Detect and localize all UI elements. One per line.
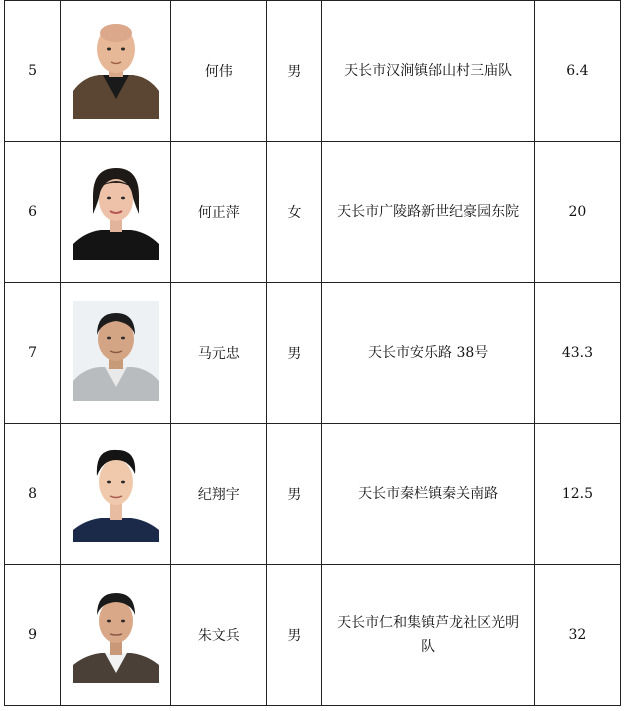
photo-cell	[61, 283, 171, 424]
older-man-photo	[73, 301, 159, 401]
debtor-table	[4, 0, 621, 706]
table-row	[5, 1, 621, 142]
person-name: 朱文兵	[171, 565, 267, 706]
table-row	[5, 424, 621, 565]
woman-photo	[73, 160, 159, 260]
row-number: 7	[5, 283, 61, 424]
photo-cell	[61, 142, 171, 283]
row-number: 6	[5, 142, 61, 283]
debt-amount: 32	[534, 565, 620, 706]
bald-man-photo	[73, 19, 159, 119]
row-number: 9	[5, 565, 61, 706]
person-address: 天长市秦栏镇秦关南路	[322, 424, 534, 565]
debt-amount: 6.4	[534, 1, 620, 142]
debtor-table-container	[4, 0, 621, 706]
person-gender: 女	[267, 142, 322, 283]
debt-amount: 12.5	[534, 424, 620, 565]
table-row	[5, 142, 621, 283]
row-number: 8	[5, 424, 61, 565]
person-name: 何正萍	[171, 142, 267, 283]
person-address: 天长市仁和集镇芦龙社区光明队	[322, 565, 534, 706]
debt-amount: 20	[534, 142, 620, 283]
person-address: 天长市安乐路 38号	[322, 283, 534, 424]
row-number: 5	[5, 1, 61, 142]
photo-cell	[61, 424, 171, 565]
person-gender: 男	[267, 565, 322, 706]
photo-cell	[61, 565, 171, 706]
photo-cell	[61, 1, 171, 142]
debt-amount: 43.3	[534, 283, 620, 424]
table-row	[5, 283, 621, 424]
person-name: 何伟	[171, 1, 267, 142]
person-name: 马元忠	[171, 283, 267, 424]
person-gender: 男	[267, 424, 322, 565]
man-photo	[73, 583, 159, 683]
young-man-photo	[73, 442, 159, 542]
person-address: 天长市汉涧镇邰山村三庙队	[322, 1, 534, 142]
person-name: 纪翔宇	[171, 424, 267, 565]
person-gender: 男	[267, 1, 322, 142]
table-row	[5, 565, 621, 706]
person-gender: 男	[267, 283, 322, 424]
person-address: 天长市广陵路新世纪豪园东院	[322, 142, 534, 283]
